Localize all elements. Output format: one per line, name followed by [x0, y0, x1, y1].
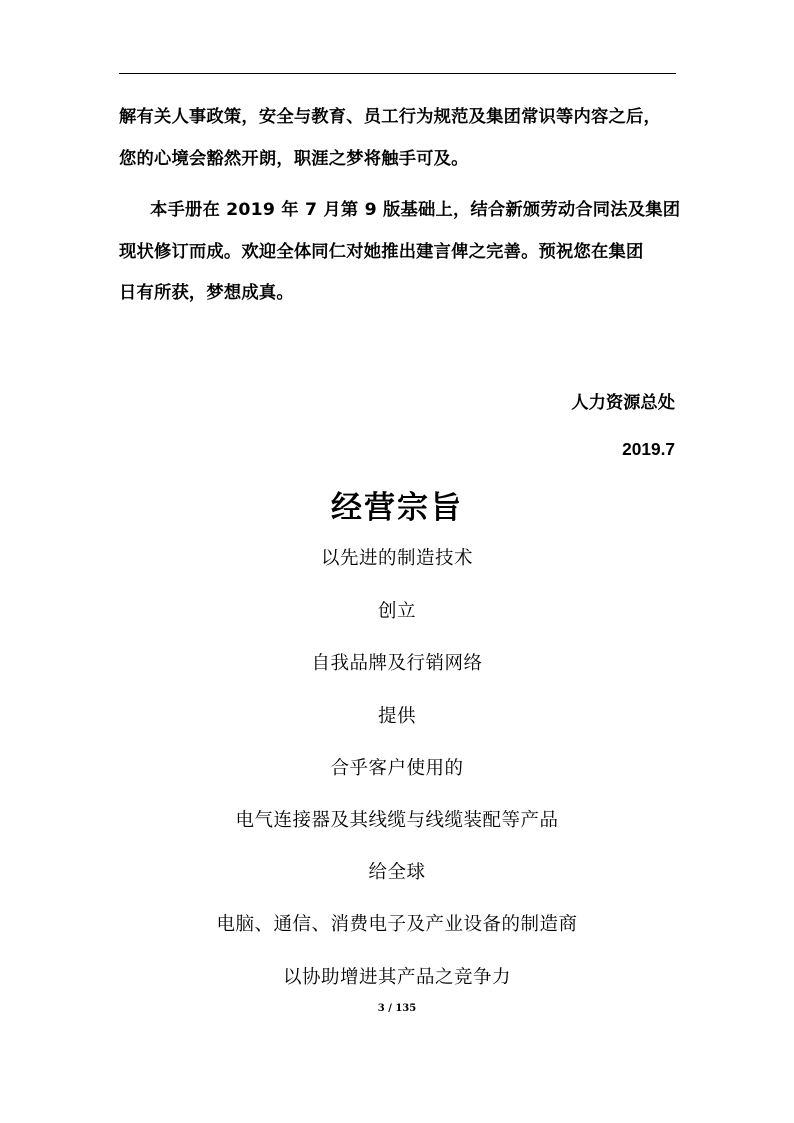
intro-paragraph-1 [119, 97, 677, 180]
intro-paragraph-2 [119, 190, 681, 315]
mission-line: 创立 [377, 601, 416, 622]
signature-date: 2019.7 [622, 439, 675, 459]
mission-title: 经营宗旨 [331, 490, 463, 526]
mission-line: 提供 [377, 706, 416, 727]
mission-line: 以协助增进其产品之竞争力 [282, 967, 511, 988]
mission-line: 自我品牌及行销网络 [311, 653, 483, 674]
mission-line: 合乎客户使用的 [330, 758, 464, 779]
mission-line: 以先进的制造技术 [320, 548, 473, 569]
intro-paragraph-1-line: 解有关人事政策，安全与教育、员工行为规范及集团常识等内容之后， [119, 107, 661, 127]
header-rule [119, 73, 676, 74]
intro-paragraph-1-line: 您的心境会豁然开朗，职涯之梦将触手可及。 [119, 148, 469, 169]
mission-line: 电气连接器及其线缆与线缆装配等产品 [235, 810, 559, 831]
intro-paragraph-2-line: 本手册在 2019 年 7 月第 9 版基础上，结合新颁劳动合同法及集团 [150, 200, 681, 220]
mission-line: 电脑、通信、消费电子及产业设备的制造商 [216, 914, 578, 935]
page-number: 3 / 135 [377, 1003, 417, 1014]
signature-organization: 人力资源总处 [571, 393, 675, 413]
mission-line: 给全球 [368, 862, 426, 883]
intro-paragraph-2-line: 现状修订而成。欢迎全体同仁对她推出建言俾之完善。预祝您在集团 [119, 241, 644, 262]
intro-paragraph-2-line: 日有所获，梦想成真。 [119, 283, 294, 303]
